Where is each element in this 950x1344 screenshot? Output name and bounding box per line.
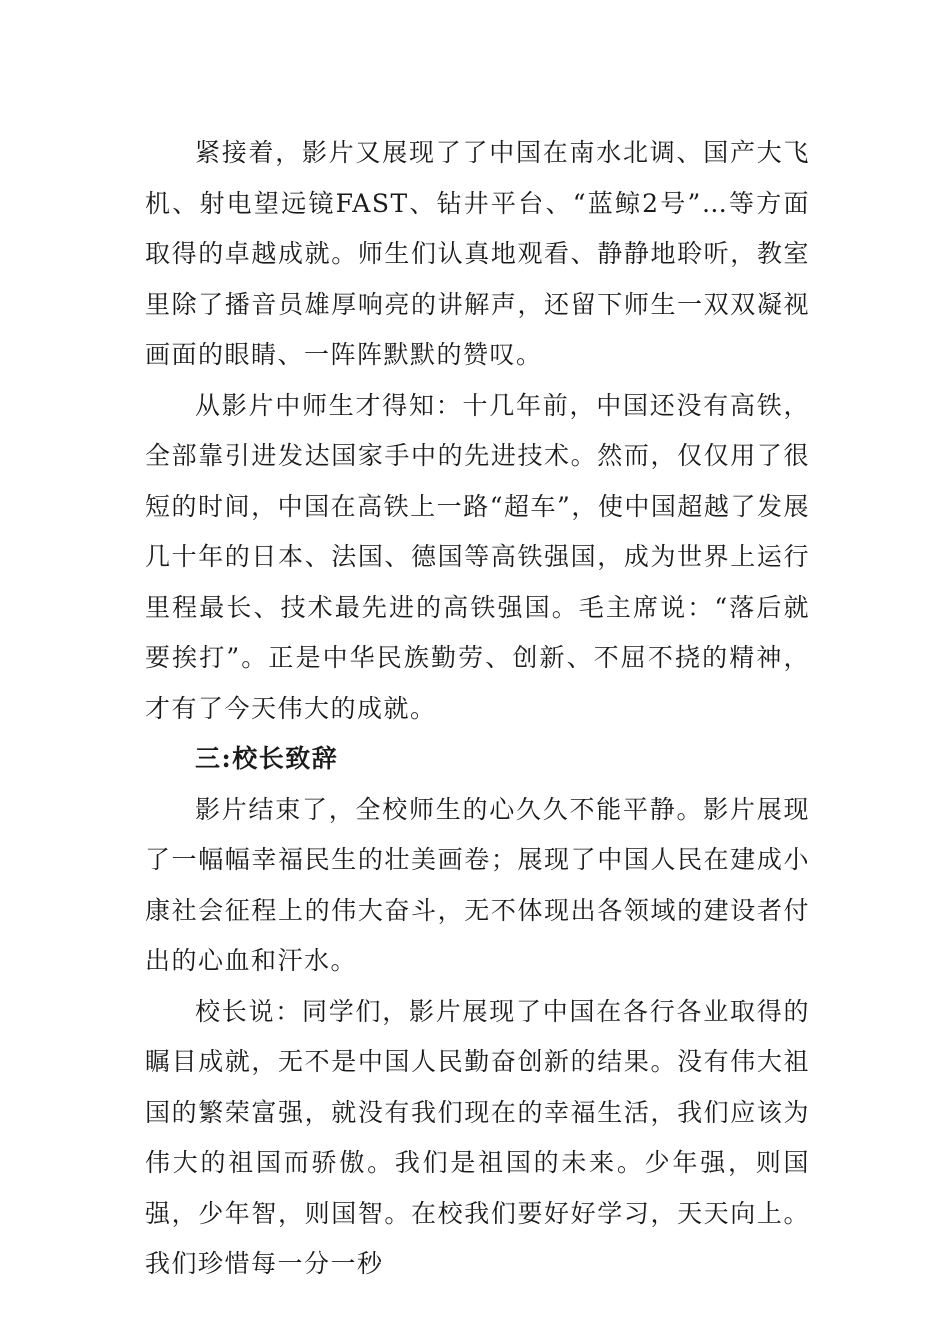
document-body (145, 128, 810, 1290)
paragraph-principal-speech: 校长说：同学们，影片展现了中国在各行各业取得的瞩目成就，无不是中国人民勤奋创新的结果。没有伟大祖国的繁荣富强，就没有我们现在的幸福生活，我们应该为伟大的祖国而骄傲。我们是祖国的未来。少年强，则国强，少年智，则国智。在校我们要好好学习，天天向上。我们珍惜每一分一秒 (145, 996, 810, 1278)
paragraph-film-ended: 影片结束了，全校师生的心久久不能平静。影片展现了一幅幅幸福民生的壮美画卷；展现了中国人民在建成小康社会征程上的伟大奋斗，无不体现出各领域的建设者付出的心血和汗水。 (145, 794, 810, 975)
paragraph-high-speed-rail: 从影片中师生才得知：十几年前，中国还没有高铁，全部靠引进发达国家手中的先进技术。然而，仅仅用了很短的时间，中国在高铁上一路“超车”，使中国超越了发展几十年的日本、法国、德国等高铁强国，成为世界上运行里程最长、技术最先进的高铁强国。毛主席说：“落后就要挨打”。正是中华民族勤劳、创新、不屈不挠的精神，才有了今天伟大的成就。 (145, 390, 810, 723)
paragraph-achievements: 紧接着，影片又展现了了中国在南水北调、国产大飞机、射电望远镜FAST、钻井平台、“蓝鲸2号”…等方面取得的卓越成就。师生们认真地观看、静静地聆听，教室里除了播音员雄厚响亮的讲解声，还留下师生一双双凝视画面的眼睛、一阵阵默默的赞叹。 (145, 138, 810, 369)
section-heading: 三:校长致辞 (195, 744, 339, 773)
